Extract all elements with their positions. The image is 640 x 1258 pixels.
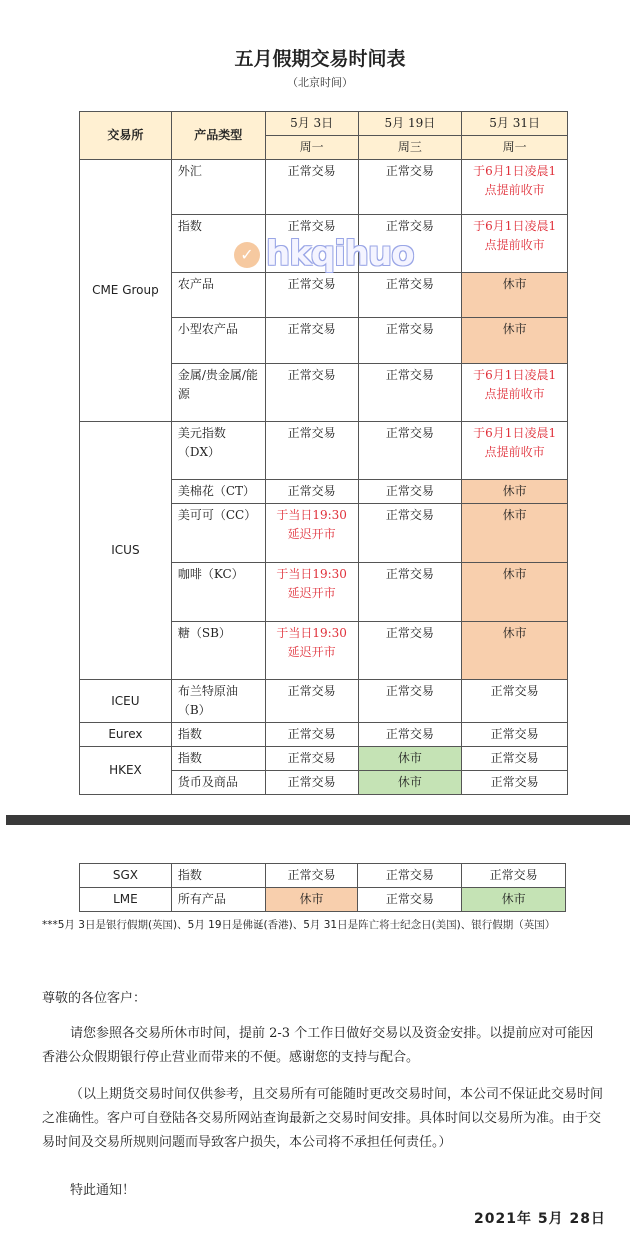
page-title: 五月假期交易时间表 [234, 48, 406, 70]
page-subtitle: （北京时间） [287, 76, 353, 89]
greeting: 尊敬的各位客户： [42, 991, 147, 1006]
product-cell: 指数 [171, 723, 265, 747]
status-cell: 正常交易 [265, 318, 358, 364]
status-cell: 休市 [265, 888, 358, 912]
status-cell: 正常交易 [358, 480, 462, 504]
header-date-1: 5月 3日 [265, 112, 358, 136]
watermark-logo-icon: ✓ [234, 242, 260, 268]
status-cell: 休市 [462, 504, 568, 563]
status-cell: 正常交易 [265, 480, 358, 504]
status-cell: 休市 [462, 318, 568, 364]
status-cell: 正常交易 [462, 747, 568, 771]
status-cell: 正常交易 [265, 364, 358, 422]
status-cell: 正常交易 [358, 563, 462, 622]
status-cell: 于6月1日凌晨1点提前收市 [462, 364, 568, 422]
status-cell: 正常交易 [462, 771, 568, 795]
status-cell: 于6月1日凌晨1点提前收市 [462, 422, 568, 480]
header-exchange: 交易所 [80, 112, 172, 160]
product-cell: 指数 [171, 747, 265, 771]
status-cell: 正常交易 [265, 422, 358, 480]
product-cell: 所有产品 [171, 888, 265, 912]
product-cell: 小型农产品 [171, 318, 265, 364]
header-date-3: 5月 31日 [462, 112, 568, 136]
status-cell: 于当日19:30延迟开市 [265, 563, 358, 622]
status-cell: 正常交易 [358, 364, 462, 422]
status-cell: 于当日19:30延迟开市 [265, 622, 358, 680]
schedule-table-continued [79, 863, 566, 912]
exchange-icus: ICUS [80, 422, 172, 680]
product-cell: 糖（SB） [171, 622, 265, 680]
watermark-text: hkqihuo [266, 234, 414, 274]
status-cell: 正常交易 [358, 622, 462, 680]
header-date-2: 5月 19日 [358, 112, 462, 136]
status-cell: 休市 [462, 563, 568, 622]
status-cell: 休市 [358, 771, 462, 795]
product-cell: 外汇 [171, 160, 265, 215]
exchange-eurex: Eurex [80, 723, 172, 747]
status-cell: 正常交易 [358, 680, 462, 723]
header-weekday-2: 周三 [358, 136, 462, 160]
product-cell: 指数 [171, 215, 265, 273]
status-cell: 于6月1日凌晨1点提前收市 [462, 215, 568, 273]
status-cell: 正常交易 [265, 723, 358, 747]
header-product: 产品类型 [171, 112, 265, 160]
status-cell: 正常交易 [358, 273, 462, 318]
header-weekday-1: 周一 [265, 136, 358, 160]
status-cell: 正常交易 [358, 422, 462, 480]
page-divider [6, 815, 630, 825]
status-cell: 正常交易 [358, 864, 462, 888]
status-cell: 正常交易 [462, 680, 568, 723]
status-cell: 于6月1日凌晨1点提前收市 [462, 160, 568, 215]
status-cell: 休市 [462, 622, 568, 680]
product-cell: 美可可（CC） [171, 504, 265, 563]
exchange-hkex: HKEX [80, 747, 172, 795]
status-cell: 正常交易 [265, 160, 358, 215]
notice-date: 2021年 5月 28日 [474, 1211, 606, 1227]
status-cell: 正常交易 [462, 864, 566, 888]
status-cell: 休市 [462, 888, 566, 912]
product-cell: 指数 [171, 864, 265, 888]
status-cell: 正常交易 [358, 504, 462, 563]
exchange-cme: CME Group [80, 160, 172, 422]
status-cell: 正常交易 [265, 273, 358, 318]
status-cell: 休市 [358, 747, 462, 771]
status-cell: 正常交易 [358, 160, 462, 215]
header-weekday-3: 周一 [462, 136, 568, 160]
status-cell: 正常交易 [265, 215, 358, 273]
status-cell: 于当日19:30延迟开市 [265, 504, 358, 563]
status-cell: 正常交易 [358, 318, 462, 364]
notice-paragraph-1: 请您参照各交易所休市时间，提前 2-3 个工作日做好交易以及资金安排。以提前应对可能因香港公众假期银行停止营业而带来的不便。感谢您的支持与配合。 [42, 1026, 594, 1065]
status-cell: 正常交易 [265, 771, 358, 795]
schedule-table [79, 111, 568, 795]
status-cell: 正常交易 [358, 723, 462, 747]
product-cell: 美棉花（CT） [171, 480, 265, 504]
product-cell: 美元指数（DX） [171, 422, 265, 480]
status-cell: 休市 [462, 480, 568, 504]
exchange-lme: LME [80, 888, 172, 912]
status-cell: 正常交易 [265, 864, 358, 888]
status-cell: 休市 [462, 273, 568, 318]
notice-paragraph-2: （以上期货交易时间仅供参考，且交易所有可能随时更改交易时间，本公司不保证此交易时间之准确性。客户可自登陆各交易所网站查询最新之交易时间安排。具体时间以交易所为准。由于交易时间及交易所规则问题而导致客户损失，本公司将不承担任何责任。） [42, 1087, 604, 1150]
status-cell: 正常交易 [462, 723, 568, 747]
holiday-note: ***5月 3日是银行假期(英国)、5月 19日是佛诞(香港)、5月 31日是阵亡将士纪念日(美国)、银行假期（英国） [42, 919, 556, 931]
status-cell: 正常交易 [358, 888, 462, 912]
product-cell: 农产品 [171, 273, 265, 318]
status-cell: 正常交易 [358, 215, 462, 273]
product-cell: 布兰特原油（B） [171, 680, 265, 723]
exchange-sgx: SGX [80, 864, 172, 888]
status-cell: 正常交易 [265, 747, 358, 771]
exchange-iceu: ICEU [80, 680, 172, 723]
product-cell: 咖啡（KC） [171, 563, 265, 622]
status-cell: 正常交易 [265, 680, 358, 723]
closing-text: 特此通知！ [70, 1183, 136, 1198]
product-cell: 金属/贵金属/能源 [171, 364, 265, 422]
product-cell: 货币及商品 [171, 771, 265, 795]
